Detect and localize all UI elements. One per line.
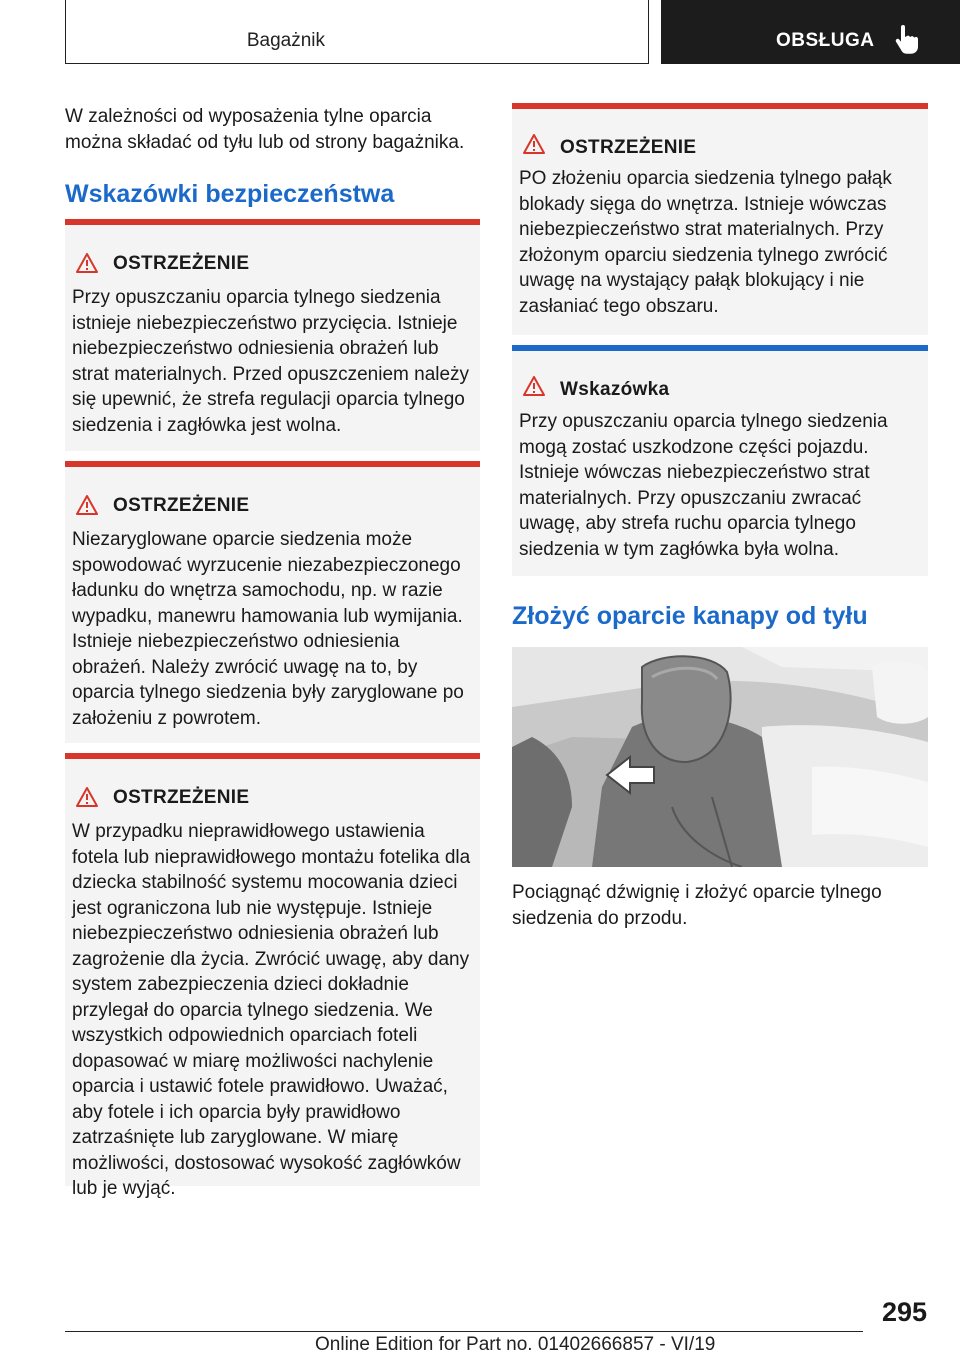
- section-title: Bagażnik: [246, 30, 325, 51]
- warning-text: Przy opuszczaniu oparcia tylnego siedzenia istnieje niebezpieczeństwo przycięcia. Istnieje niebezpieczeństwo odniesienia obrażeń lub strat materialnych. Przed opuszczeniem należy się upewnić, że strefa regulacji oparcia tylnego siedzenia i zagłówka jest wolna.: [72, 287, 470, 436]
- instruction-caption: Pociągnąć dźwignię i złożyć oparcie tylnego siedzenia do przodu.: [512, 882, 882, 929]
- chapter-title: OBSŁUGA: [776, 30, 875, 51]
- warning-box: [512, 103, 928, 335]
- warning-text: W przypadku nieprawidłowego ustawienia fotela lub nieprawidłowego montażu fotelika dla dziecka stabilność systemu mocowania dzieci jest ograniczona lub nie występuje. Istnieje niebezpieczeństwo odniesienia obrażeń lub zagrożenie dla życia. Zwrócić uwagę, aby dany system zabezpieczenia dzieci dokładnie przylegał do oparcia tylnego siedzenia. We wszystkich odpowiednich oparciach foteli dopasować w miarę możliwości nachylenie oparcia i ustawić fotele prawidłowo. Uważać, aby fotele i ich oparcia były prawidłowo zatrzaśnięte lub zaryglowane. W miarę możliwości, dostosować wysokość zagłówków lub je wyjąć.: [72, 821, 471, 1199]
- warning-triangle-icon: [75, 252, 99, 274]
- warning-title: OSTRZEŻENIE: [560, 137, 697, 158]
- header-chapter-tab: [661, 0, 960, 64]
- warning-text: Niezaryglowane oparcie siedzenia może spowodować wyrzucenie niezabezpieczonego ładunku do wnętrza samochodu, np. w razie wypadku, manewru hamowania lub wymijania. Istnieje niebezpieczeństwo odniesienia obrażeń. Należy zwrócić uwagę na to, by oparcia tylnego siedzenia były zaryglowane po założeniu z powrotem.: [72, 529, 464, 729]
- section-heading-fold-seat: Złożyć oparcie kanapy od tyłu: [512, 602, 868, 630]
- warning-title: OSTRZEŻENIE: [113, 253, 250, 274]
- warning-triangle-icon: [75, 494, 99, 516]
- warning-triangle-icon: [522, 375, 546, 397]
- pointing-hand-icon: [893, 25, 919, 55]
- warning-triangle-icon: [75, 786, 99, 808]
- section-heading-safety: Wskazówki bezpieczeństwa: [65, 180, 395, 208]
- warning-triangle-icon: [522, 133, 546, 155]
- note-title: Wskazówka: [560, 379, 670, 400]
- footer-divider: [65, 1331, 863, 1332]
- warning-box: [65, 753, 480, 1199]
- header-section-tab: [65, 0, 649, 64]
- warning-text: PO złożeniu oparcia siedzenia tylnego pałąk blokady sięga do wnętrza. Istnieje wówczas niebezpieczeństwo strat materialnych. Przy złożonym oparciu siedzenia tylnego zwrócić uwagę na wystający pałąk blokujący i nie zasłaniać tego obszaru.: [519, 168, 892, 317]
- warning-title: OSTRZEŻENIE: [113, 495, 250, 516]
- page-number: 295: [881, 1297, 927, 1327]
- note-text: Przy opuszczaniu oparcia tylnego siedzenia mogą zostać uszkodzone części pojazdu. Istnieje wówczas niebezpieczeństwo strat materialnych. Przy opuszczaniu zwracać uwagę, aby strefa ruchu oparcia tylnego siedzenia w tym zagłówka była wolna.: [519, 411, 888, 560]
- warning-box: [65, 461, 480, 743]
- warning-title: OSTRZEŻENIE: [113, 787, 250, 808]
- note-box: [512, 345, 928, 576]
- warning-box: [65, 219, 480, 451]
- intro-paragraph: W zależności od wyposażenia tylne oparcia można składać od tyłu lub od strony bagażnika.: [65, 106, 465, 153]
- rear-seat-illustration: [512, 647, 928, 867]
- edition-label: Online Edition for Part no. 01402666857 - VI/19: [315, 1334, 716, 1355]
